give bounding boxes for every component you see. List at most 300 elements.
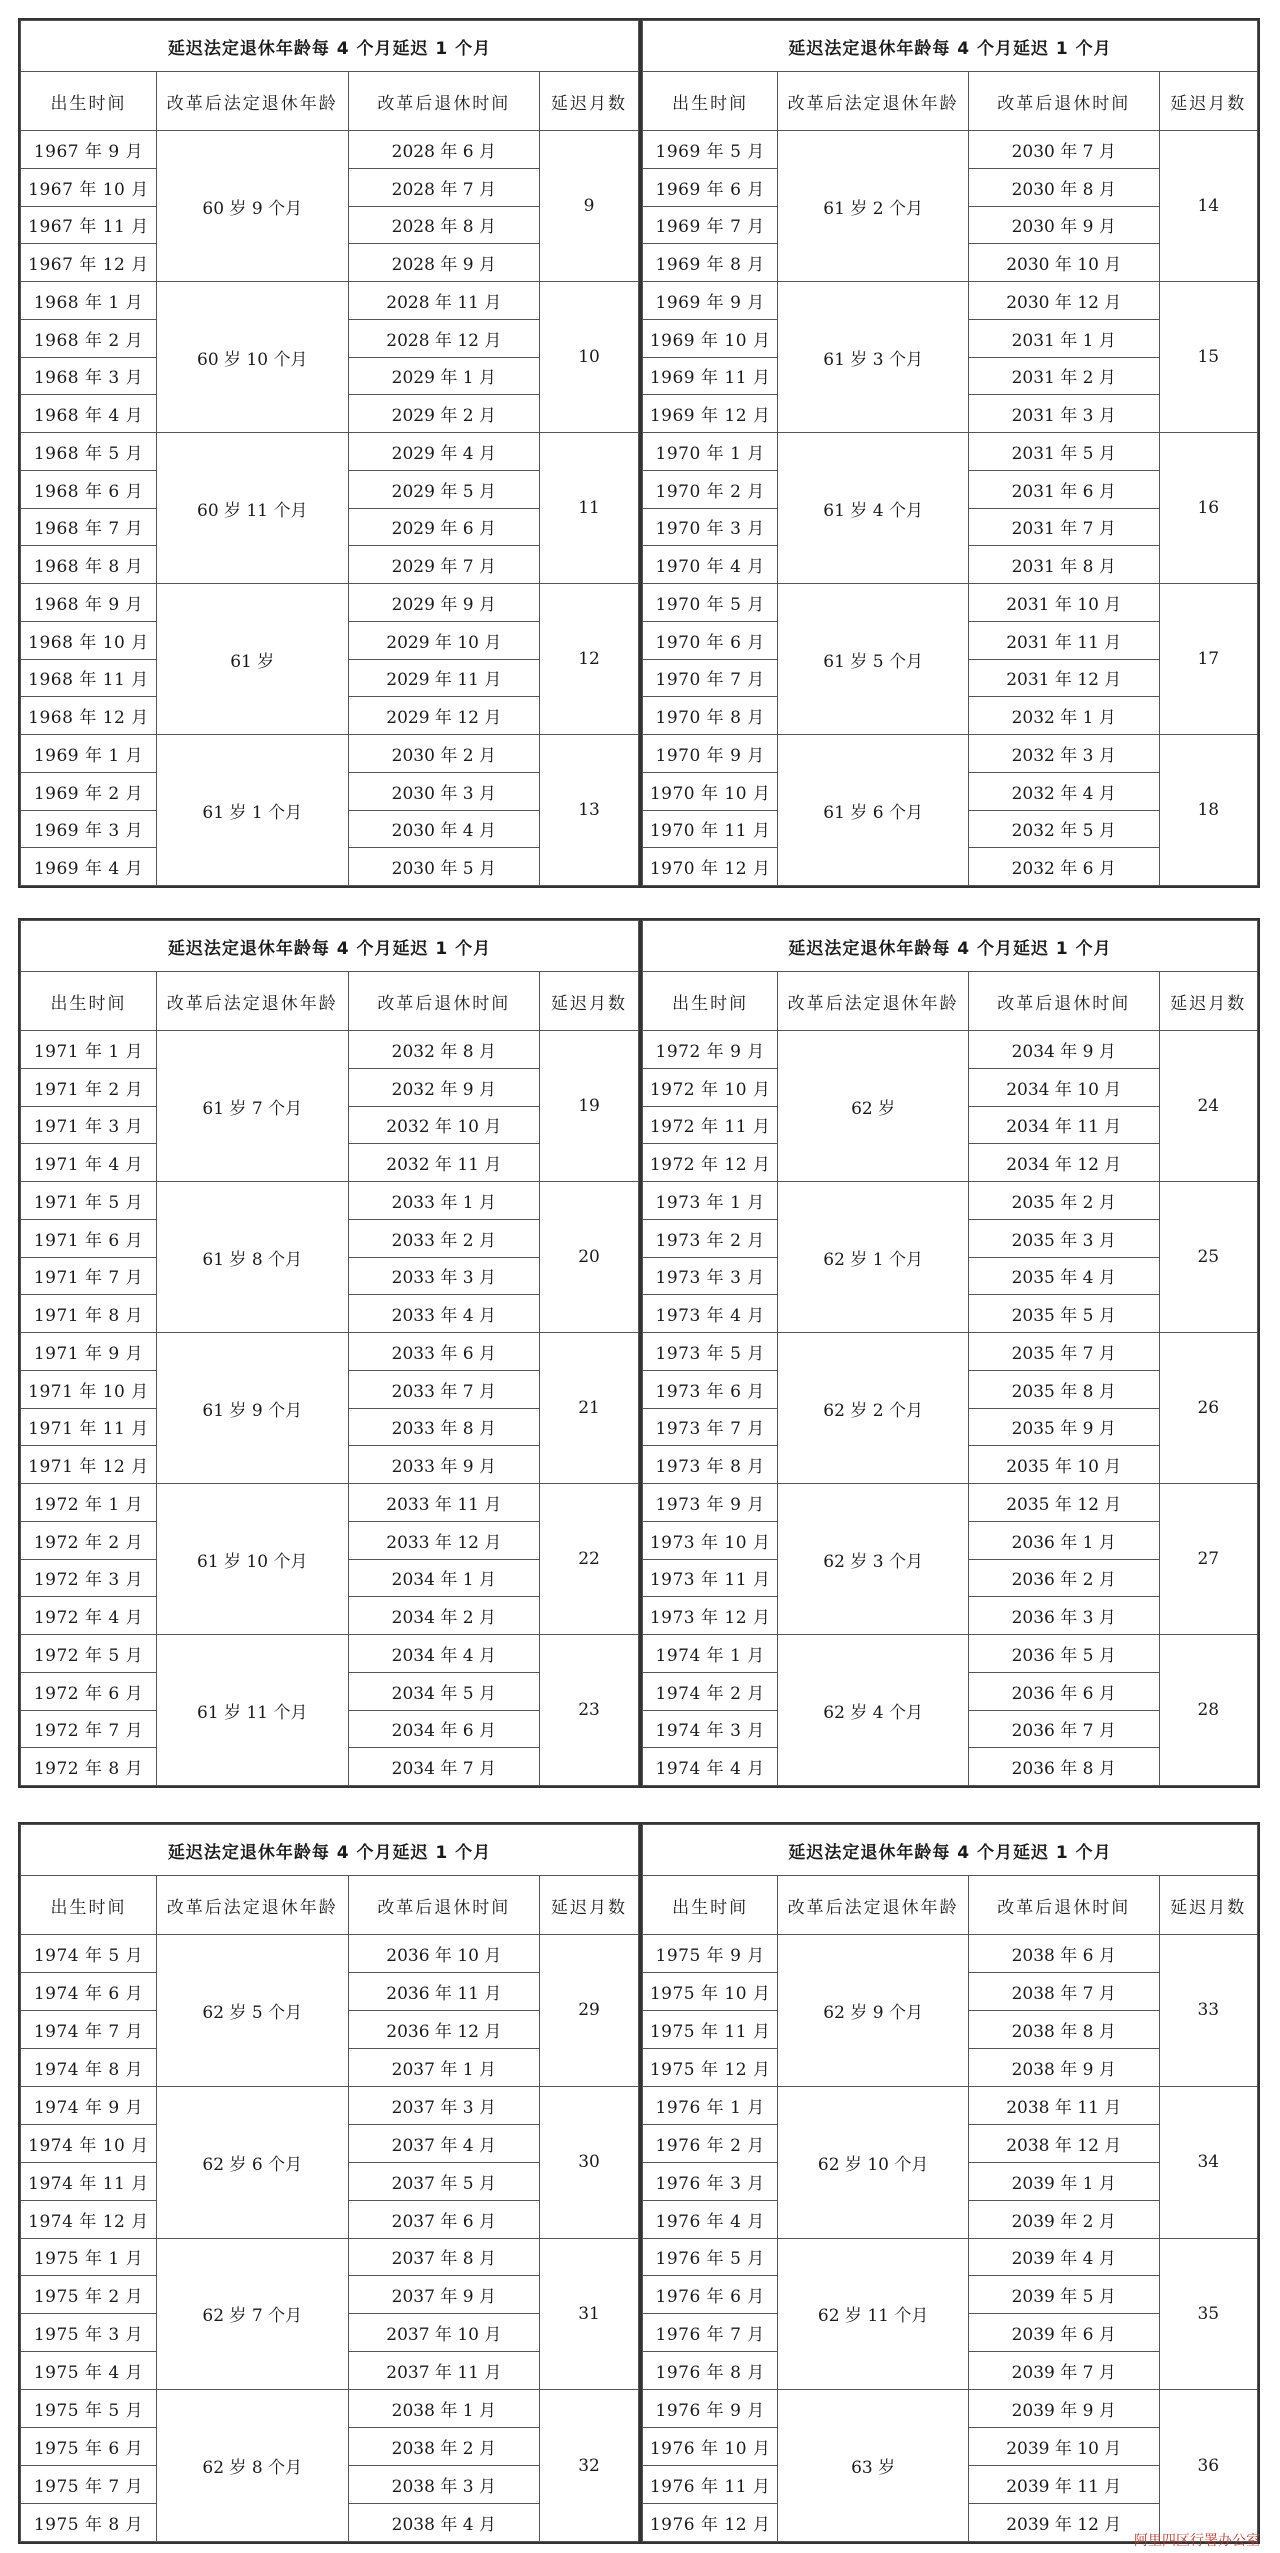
retire-time-cell: 2037 年 4 月 [348,2124,540,2162]
retire-time-cell: 2030 年 2 月 [348,735,540,773]
birth-time-cell: 1976 年 6 月 [643,2276,778,2314]
header-retire-time: 改革后退休时间 [348,72,540,131]
retire-time-cell: 2029 年 11 月 [348,659,540,697]
retire-time-cell: 2031 年 7 月 [968,508,1159,546]
retire-time-cell: 2030 年 8 月 [968,168,1159,206]
retire-time-cell: 2039 年 12 月 [968,2504,1159,2542]
retire-age-cell: 62 岁 [778,1031,969,1182]
birth-time-cell: 1973 年 10 月 [643,1521,778,1559]
birth-time-cell: 1969 年 1 月 [21,735,157,773]
retire-time-cell: 2038 年 2 月 [348,2428,540,2466]
retire-age-cell: 62 岁 1 个月 [778,1182,969,1333]
retire-age-cell: 63 岁 [778,2390,969,2542]
birth-time-cell: 1975 年 11 月 [643,2010,778,2048]
birth-time-cell: 1974 年 11 月 [21,2162,157,2200]
retire-time-cell: 2039 年 11 月 [968,2466,1159,2504]
retire-time-cell: 2039 年 10 月 [968,2428,1159,2466]
birth-time-cell: 1969 年 4 月 [21,848,157,886]
birth-time-cell: 1972 年 3 月 [21,1559,157,1597]
retire-time-cell: 2036 年 6 月 [968,1672,1159,1710]
header-birth-time: 出生时间 [21,72,157,131]
header-retire-time: 改革后退休时间 [348,972,540,1031]
birth-time-cell: 1968 年 11 月 [21,659,157,697]
birth-time-cell: 1975 年 6 月 [21,2428,157,2466]
birth-time-cell: 1975 年 4 月 [21,2352,157,2390]
retire-time-cell: 2037 年 10 月 [348,2314,540,2352]
birth-time-cell: 1976 年 8 月 [643,2352,778,2390]
table-row [643,131,1258,169]
retire-time-cell: 2039 年 7 月 [968,2352,1159,2390]
header-delay-months: 延迟月数 [540,972,639,1031]
retire-time-cell: 2032 年 5 月 [968,810,1159,848]
birth-time-cell: 1972 年 4 月 [21,1597,157,1635]
birth-time-cell: 1973 年 12 月 [643,1597,778,1635]
birth-time-cell: 1968 年 5 月 [21,433,157,471]
retire-time-cell: 2035 年 5 月 [968,1295,1159,1333]
birth-time-cell: 1974 年 6 月 [21,1972,157,2010]
birth-time-cell: 1967 年 9 月 [21,131,157,169]
table-caption: 延迟法定退休年龄每 4 个月延迟 1 个月 [21,1825,639,1876]
table-row [643,1635,1258,1673]
birth-time-cell: 1974 年 12 月 [21,2200,157,2238]
delay-months-cell: 24 [1159,1031,1257,1182]
retire-time-cell: 2032 年 3 月 [968,735,1159,773]
birth-time-cell: 1968 年 12 月 [21,697,157,735]
birth-time-cell: 1976 年 11 月 [643,2466,778,2504]
birth-time-cell: 1972 年 6 月 [21,1672,157,1710]
retire-time-cell: 2032 年 9 月 [348,1068,540,1106]
birth-time-cell: 1968 年 9 月 [21,584,157,622]
retire-time-cell: 2036 年 10 月 [348,1935,540,1973]
retire-time-cell: 2028 年 7 月 [348,168,540,206]
birth-time-cell: 1970 年 5 月 [643,584,778,622]
retire-age-cell: 60 岁 11 个月 [156,433,348,584]
retire-time-cell: 2028 年 11 月 [348,282,540,320]
birth-time-cell: 1970 年 3 月 [643,508,778,546]
retire-time-cell: 2037 年 3 月 [348,2086,540,2124]
delay-months-cell: 36 [1159,2390,1257,2542]
birth-time-cell: 1973 年 3 月 [643,1257,778,1295]
retire-time-cell: 2038 年 9 月 [968,2048,1159,2086]
table-sheet [18,1822,1260,2544]
retire-time-cell: 2031 年 11 月 [968,621,1159,659]
retire-age-cell: 61 岁 10 个月 [156,1484,348,1635]
table-row [643,433,1258,471]
birth-time-cell: 1969 年 5 月 [643,131,778,169]
retire-time-cell: 2038 年 4 月 [348,2504,540,2542]
retire-time-cell: 2031 年 2 月 [968,357,1159,395]
birth-time-cell: 1971 年 2 月 [21,1068,157,1106]
header-retire-age: 改革后法定退休年龄 [778,1876,969,1935]
table-row [643,1182,1258,1220]
retire-time-cell: 2033 年 2 月 [348,1219,540,1257]
retire-age-cell: 61 岁 9 个月 [156,1333,348,1484]
table-caption: 延迟法定退休年龄每 4 个月延迟 1 个月 [21,21,639,72]
birth-time-cell: 1971 年 6 月 [21,1219,157,1257]
header-retire-time: 改革后退休时间 [968,972,1159,1031]
table-row [643,1484,1258,1522]
birth-time-cell: 1976 年 3 月 [643,2162,778,2200]
header-retire-age: 改革后法定退休年龄 [778,972,969,1031]
birth-time-cell: 1969 年 6 月 [643,168,778,206]
retire-time-cell: 2029 年 7 月 [348,546,540,584]
delay-months-cell: 10 [540,282,639,433]
birth-time-cell: 1974 年 8 月 [21,2048,157,2086]
birth-time-cell: 1974 年 3 月 [643,1710,778,1748]
table-sheet [18,918,1260,1788]
birth-time-cell: 1968 年 1 月 [21,282,157,320]
retire-time-cell: 2035 年 3 月 [968,1219,1159,1257]
table-row [21,735,639,773]
retire-time-cell: 2038 年 11 月 [968,2086,1159,2124]
retirement-table [20,920,639,1786]
birth-time-cell: 1976 年 2 月 [643,2124,778,2162]
retire-time-cell: 2038 年 3 月 [348,2466,540,2504]
birth-time-cell: 1973 年 7 月 [643,1408,778,1446]
table-row [21,2390,639,2428]
birth-time-cell: 1969 年 12 月 [643,395,778,433]
retire-time-cell: 2029 年 10 月 [348,621,540,659]
birth-time-cell: 1970 年 4 月 [643,546,778,584]
birth-time-cell: 1972 年 8 月 [21,1748,157,1786]
birth-time-cell: 1975 年 7 月 [21,2466,157,2504]
birth-time-cell: 1972 年 2 月 [21,1521,157,1559]
delay-months-cell: 23 [540,1635,639,1786]
delay-months-cell: 19 [540,1031,639,1182]
retirement-table [20,20,639,886]
retire-time-cell: 2032 年 8 月 [348,1031,540,1069]
retire-age-cell: 62 岁 4 个月 [778,1635,969,1786]
retire-time-cell: 2031 年 1 月 [968,319,1159,357]
header-retire-age: 改革后法定退休年龄 [156,972,348,1031]
header-retire-time: 改革后退休时间 [968,72,1159,131]
birth-time-cell: 1975 年 3 月 [21,2314,157,2352]
delay-months-cell: 14 [1159,131,1257,282]
retire-time-cell: 2038 年 8 月 [968,2010,1159,2048]
birth-time-cell: 1969 年 8 月 [643,244,778,282]
birth-time-cell: 1976 年 10 月 [643,2428,778,2466]
birth-time-cell: 1974 年 4 月 [643,1748,778,1786]
birth-time-cell: 1973 年 4 月 [643,1295,778,1333]
retire-age-cell: 61 岁 11 个月 [156,1635,348,1786]
retire-time-cell: 2031 年 6 月 [968,470,1159,508]
table-row [643,2086,1258,2124]
birth-time-cell: 1971 年 7 月 [21,1257,157,1295]
birth-time-cell: 1976 年 12 月 [643,2504,778,2542]
birth-time-cell: 1975 年 12 月 [643,2048,778,2086]
birth-time-cell: 1969 年 7 月 [643,206,778,244]
retire-time-cell: 2039 年 9 月 [968,2390,1159,2428]
retire-age-cell: 62 岁 6 个月 [156,2086,348,2238]
retire-time-cell: 2035 年 7 月 [968,1333,1159,1371]
retire-time-cell: 2033 年 11 月 [348,1484,540,1522]
birth-time-cell: 1968 年 6 月 [21,470,157,508]
birth-time-cell: 1972 年 1 月 [21,1484,157,1522]
retire-age-cell: 62 岁 11 个月 [778,2238,969,2390]
header-retire-age: 改革后法定退休年龄 [156,72,348,131]
birth-time-cell: 1970 年 7 月 [643,659,778,697]
birth-time-cell: 1971 年 4 月 [21,1144,157,1182]
header-retire-age: 改革后法定退休年龄 [778,72,969,131]
retire-time-cell: 2035 年 12 月 [968,1484,1159,1522]
retire-age-cell: 62 岁 5 个月 [156,1935,348,2087]
birth-time-cell: 1974 年 1 月 [643,1635,778,1673]
birth-time-cell: 1975 年 2 月 [21,2276,157,2314]
delay-months-cell: 9 [540,131,639,282]
retire-time-cell: 2036 年 1 月 [968,1521,1159,1559]
retire-time-cell: 2035 年 4 月 [968,1257,1159,1295]
retire-age-cell: 61 岁 4 个月 [778,433,969,584]
retire-time-cell: 2028 年 12 月 [348,319,540,357]
retire-time-cell: 2038 年 7 月 [968,1972,1159,2010]
retire-age-cell: 62 岁 3 个月 [778,1484,969,1635]
retire-time-cell: 2036 年 2 月 [968,1559,1159,1597]
retire-time-cell: 2033 年 12 月 [348,1521,540,1559]
delay-months-cell: 35 [1159,2238,1257,2390]
birth-time-cell: 1974 年 2 月 [643,1672,778,1710]
retire-time-cell: 2033 年 6 月 [348,1333,540,1371]
retire-time-cell: 2037 年 9 月 [348,2276,540,2314]
retire-age-cell: 61 岁 5 个月 [778,584,969,735]
retire-age-cell: 60 岁 10 个月 [156,282,348,433]
retire-time-cell: 2030 年 10 月 [968,244,1159,282]
table-row [21,433,639,471]
retire-age-cell: 61 岁 7 个月 [156,1031,348,1182]
birth-time-cell: 1976 年 4 月 [643,2200,778,2238]
retire-time-cell: 2034 年 9 月 [968,1031,1159,1069]
retire-age-cell: 62 岁 9 个月 [778,1935,969,2087]
retire-time-cell: 2028 年 8 月 [348,206,540,244]
retire-time-cell: 2039 年 2 月 [968,2200,1159,2238]
retirement-schedule-table [642,1824,1258,2542]
delay-months-cell: 34 [1159,2086,1257,2238]
birth-time-cell: 1971 年 8 月 [21,1295,157,1333]
header-retire-time: 改革后退休时间 [968,1876,1159,1935]
birth-time-cell: 1971 年 1 月 [21,1031,157,1069]
table-row [643,1333,1258,1371]
delay-months-cell: 13 [540,735,639,886]
birth-time-cell: 1971 年 12 月 [21,1446,157,1484]
retirement-table [20,1824,639,2542]
retire-time-cell: 2032 年 11 月 [348,1144,540,1182]
birth-time-cell: 1971 年 3 月 [21,1106,157,1144]
birth-time-cell: 1973 年 9 月 [643,1484,778,1522]
birth-time-cell: 1972 年 10 月 [643,1068,778,1106]
birth-time-cell: 1969 年 2 月 [21,772,157,810]
retire-time-cell: 2036 年 12 月 [348,2010,540,2048]
birth-time-cell: 1971 年 5 月 [21,1182,157,1220]
birth-time-cell: 1972 年 5 月 [21,1635,157,1673]
delay-months-cell: 31 [540,2238,639,2390]
table-row [21,1635,639,1673]
retire-time-cell: 2028 年 9 月 [348,244,540,282]
birth-time-cell: 1975 年 5 月 [21,2390,157,2428]
header-delay-months: 延迟月数 [540,72,639,131]
birth-time-cell: 1973 年 6 月 [643,1370,778,1408]
table-row [21,2238,639,2276]
retire-time-cell: 2030 年 3 月 [348,772,540,810]
retire-time-cell: 2039 年 4 月 [968,2238,1159,2276]
table-row [643,2390,1258,2428]
retire-time-cell: 2034 年 7 月 [348,1748,540,1786]
delay-months-cell: 11 [540,433,639,584]
table-row [21,2086,639,2124]
retire-time-cell: 2032 年 6 月 [968,848,1159,886]
retire-time-cell: 2034 年 11 月 [968,1106,1159,1144]
header-birth-time: 出生时间 [643,972,778,1031]
retire-time-cell: 2029 年 2 月 [348,395,540,433]
birth-time-cell: 1975 年 10 月 [643,1972,778,2010]
retirement-schedule-table [20,20,639,886]
table-sheet [18,18,1260,888]
table-row [21,282,639,320]
retire-time-cell: 2038 年 1 月 [348,2390,540,2428]
header-birth-time: 出生时间 [21,972,157,1031]
retire-time-cell: 2039 年 5 月 [968,2276,1159,2314]
header-birth-time: 出生时间 [643,1876,778,1935]
retire-time-cell: 2035 年 9 月 [968,1408,1159,1446]
retire-time-cell: 2029 年 5 月 [348,470,540,508]
birth-time-cell: 1973 年 5 月 [643,1333,778,1371]
birth-time-cell: 1976 年 9 月 [643,2390,778,2428]
table-caption: 延迟法定退休年龄每 4 个月延迟 1 个月 [643,21,1258,72]
birth-time-cell: 1976 年 5 月 [643,2238,778,2276]
birth-time-cell: 1969 年 9 月 [643,282,778,320]
retire-time-cell: 2036 年 3 月 [968,1597,1159,1635]
retire-time-cell: 2036 年 5 月 [968,1635,1159,1673]
table-row [21,584,639,622]
retire-time-cell: 2030 年 12 月 [968,282,1159,320]
birth-time-cell: 1973 年 1 月 [643,1182,778,1220]
retire-time-cell: 2030 年 9 月 [968,206,1159,244]
retirement-schedule-table [20,920,639,1786]
birth-time-cell: 1973 年 8 月 [643,1446,778,1484]
birth-time-cell: 1970 年 8 月 [643,697,778,735]
retire-time-cell: 2033 年 9 月 [348,1446,540,1484]
retire-time-cell: 2034 年 5 月 [348,1672,540,1710]
retire-time-cell: 2029 年 9 月 [348,584,540,622]
delay-months-cell: 28 [1159,1635,1257,1786]
birth-time-cell: 1968 年 4 月 [21,395,157,433]
retirement-table [639,1824,1258,2542]
delay-months-cell: 16 [1159,433,1257,584]
birth-time-cell: 1974 年 7 月 [21,2010,157,2048]
retire-time-cell: 2036 年 7 月 [968,1710,1159,1748]
birth-time-cell: 1973 年 2 月 [643,1219,778,1257]
retire-time-cell: 2031 年 5 月 [968,433,1159,471]
table-row [643,282,1258,320]
birth-time-cell: 1970 年 6 月 [643,621,778,659]
delay-months-cell: 26 [1159,1333,1257,1484]
retire-age-cell: 62 岁 2 个月 [778,1333,969,1484]
header-delay-months: 延迟月数 [1159,72,1257,131]
retire-age-cell: 61 岁 1 个月 [156,735,348,886]
birth-time-cell: 1970 年 11 月 [643,810,778,848]
delay-months-cell: 12 [540,584,639,735]
retire-time-cell: 2031 年 8 月 [968,546,1159,584]
retire-time-cell: 2033 年 7 月 [348,1370,540,1408]
retire-time-cell: 2037 年 8 月 [348,2238,540,2276]
retire-age-cell: 61 岁 [156,584,348,735]
retire-time-cell: 2036 年 8 月 [968,1748,1159,1786]
retire-time-cell: 2033 年 8 月 [348,1408,540,1446]
retire-age-cell: 60 岁 9 个月 [156,131,348,282]
retire-time-cell: 2031 年 12 月 [968,659,1159,697]
delay-months-cell: 33 [1159,1935,1257,2087]
retire-age-cell: 62 岁 8 个月 [156,2390,348,2542]
retire-time-cell: 2030 年 5 月 [348,848,540,886]
retire-time-cell: 2036 年 11 月 [348,1972,540,2010]
retire-age-cell: 62 岁 7 个月 [156,2238,348,2390]
retirement-table [639,920,1258,1786]
retire-time-cell: 2033 年 1 月 [348,1182,540,1220]
header-retire-time: 改革后退休时间 [348,1876,540,1935]
birth-time-cell: 1971 年 10 月 [21,1370,157,1408]
retire-time-cell: 2028 年 6 月 [348,131,540,169]
retire-time-cell: 2034 年 6 月 [348,1710,540,1748]
watermark-stamp: 阿里四区行署办公室 [1134,2533,1260,2549]
header-birth-time: 出生时间 [643,72,778,131]
retire-age-cell: 62 岁 10 个月 [778,2086,969,2238]
birth-time-cell: 1975 年 9 月 [643,1935,778,1973]
retire-time-cell: 2033 年 4 月 [348,1295,540,1333]
retire-time-cell: 2037 年 11 月 [348,2352,540,2390]
birth-time-cell: 1968 年 3 月 [21,357,157,395]
delay-months-cell: 29 [540,1935,639,2087]
delay-months-cell: 25 [1159,1182,1257,1333]
retire-time-cell: 2032 年 4 月 [968,772,1159,810]
retire-time-cell: 2034 年 1 月 [348,1559,540,1597]
table-row [643,1031,1258,1069]
delay-months-cell: 30 [540,2086,639,2238]
birth-time-cell: 1969 年 10 月 [643,319,778,357]
birth-time-cell: 1975 年 8 月 [21,2504,157,2542]
retire-time-cell: 2031 年 10 月 [968,584,1159,622]
delay-months-cell: 21 [540,1333,639,1484]
birth-time-cell: 1971 年 11 月 [21,1408,157,1446]
retire-time-cell: 2030 年 4 月 [348,810,540,848]
table-caption: 延迟法定退休年龄每 4 个月延迟 1 个月 [643,1825,1258,1876]
birth-time-cell: 1968 年 8 月 [21,546,157,584]
birth-time-cell: 1968 年 10 月 [21,621,157,659]
birth-time-cell: 1971 年 9 月 [21,1333,157,1371]
header-retire-age: 改革后法定退休年龄 [156,1876,348,1935]
header-delay-months: 延迟月数 [1159,1876,1257,1935]
delay-months-cell: 22 [540,1484,639,1635]
retire-time-cell: 2037 年 5 月 [348,2162,540,2200]
birth-time-cell: 1974 年 5 月 [21,1935,157,1973]
retire-time-cell: 2033 年 3 月 [348,1257,540,1295]
birth-time-cell: 1969 年 3 月 [21,810,157,848]
birth-time-cell: 1967 年 12 月 [21,244,157,282]
retire-time-cell: 2034 年 4 月 [348,1635,540,1673]
birth-time-cell: 1975 年 1 月 [21,2238,157,2276]
retirement-schedule-table [20,1824,639,2542]
retire-age-cell: 61 岁 2 个月 [778,131,969,282]
birth-time-cell: 1974 年 10 月 [21,2124,157,2162]
retire-age-cell: 61 岁 3 个月 [778,282,969,433]
birth-time-cell: 1976 年 7 月 [643,2314,778,2352]
header-delay-months: 延迟月数 [1159,972,1257,1031]
retire-age-cell: 61 岁 8 个月 [156,1182,348,1333]
retire-time-cell: 2039 年 6 月 [968,2314,1159,2352]
table-row [21,1935,639,1973]
retirement-schedule-table [642,20,1258,886]
table-row [21,1031,639,1069]
delay-months-cell: 15 [1159,282,1257,433]
retire-time-cell: 2034 年 10 月 [968,1068,1159,1106]
retire-age-cell: 61 岁 6 个月 [778,735,969,886]
